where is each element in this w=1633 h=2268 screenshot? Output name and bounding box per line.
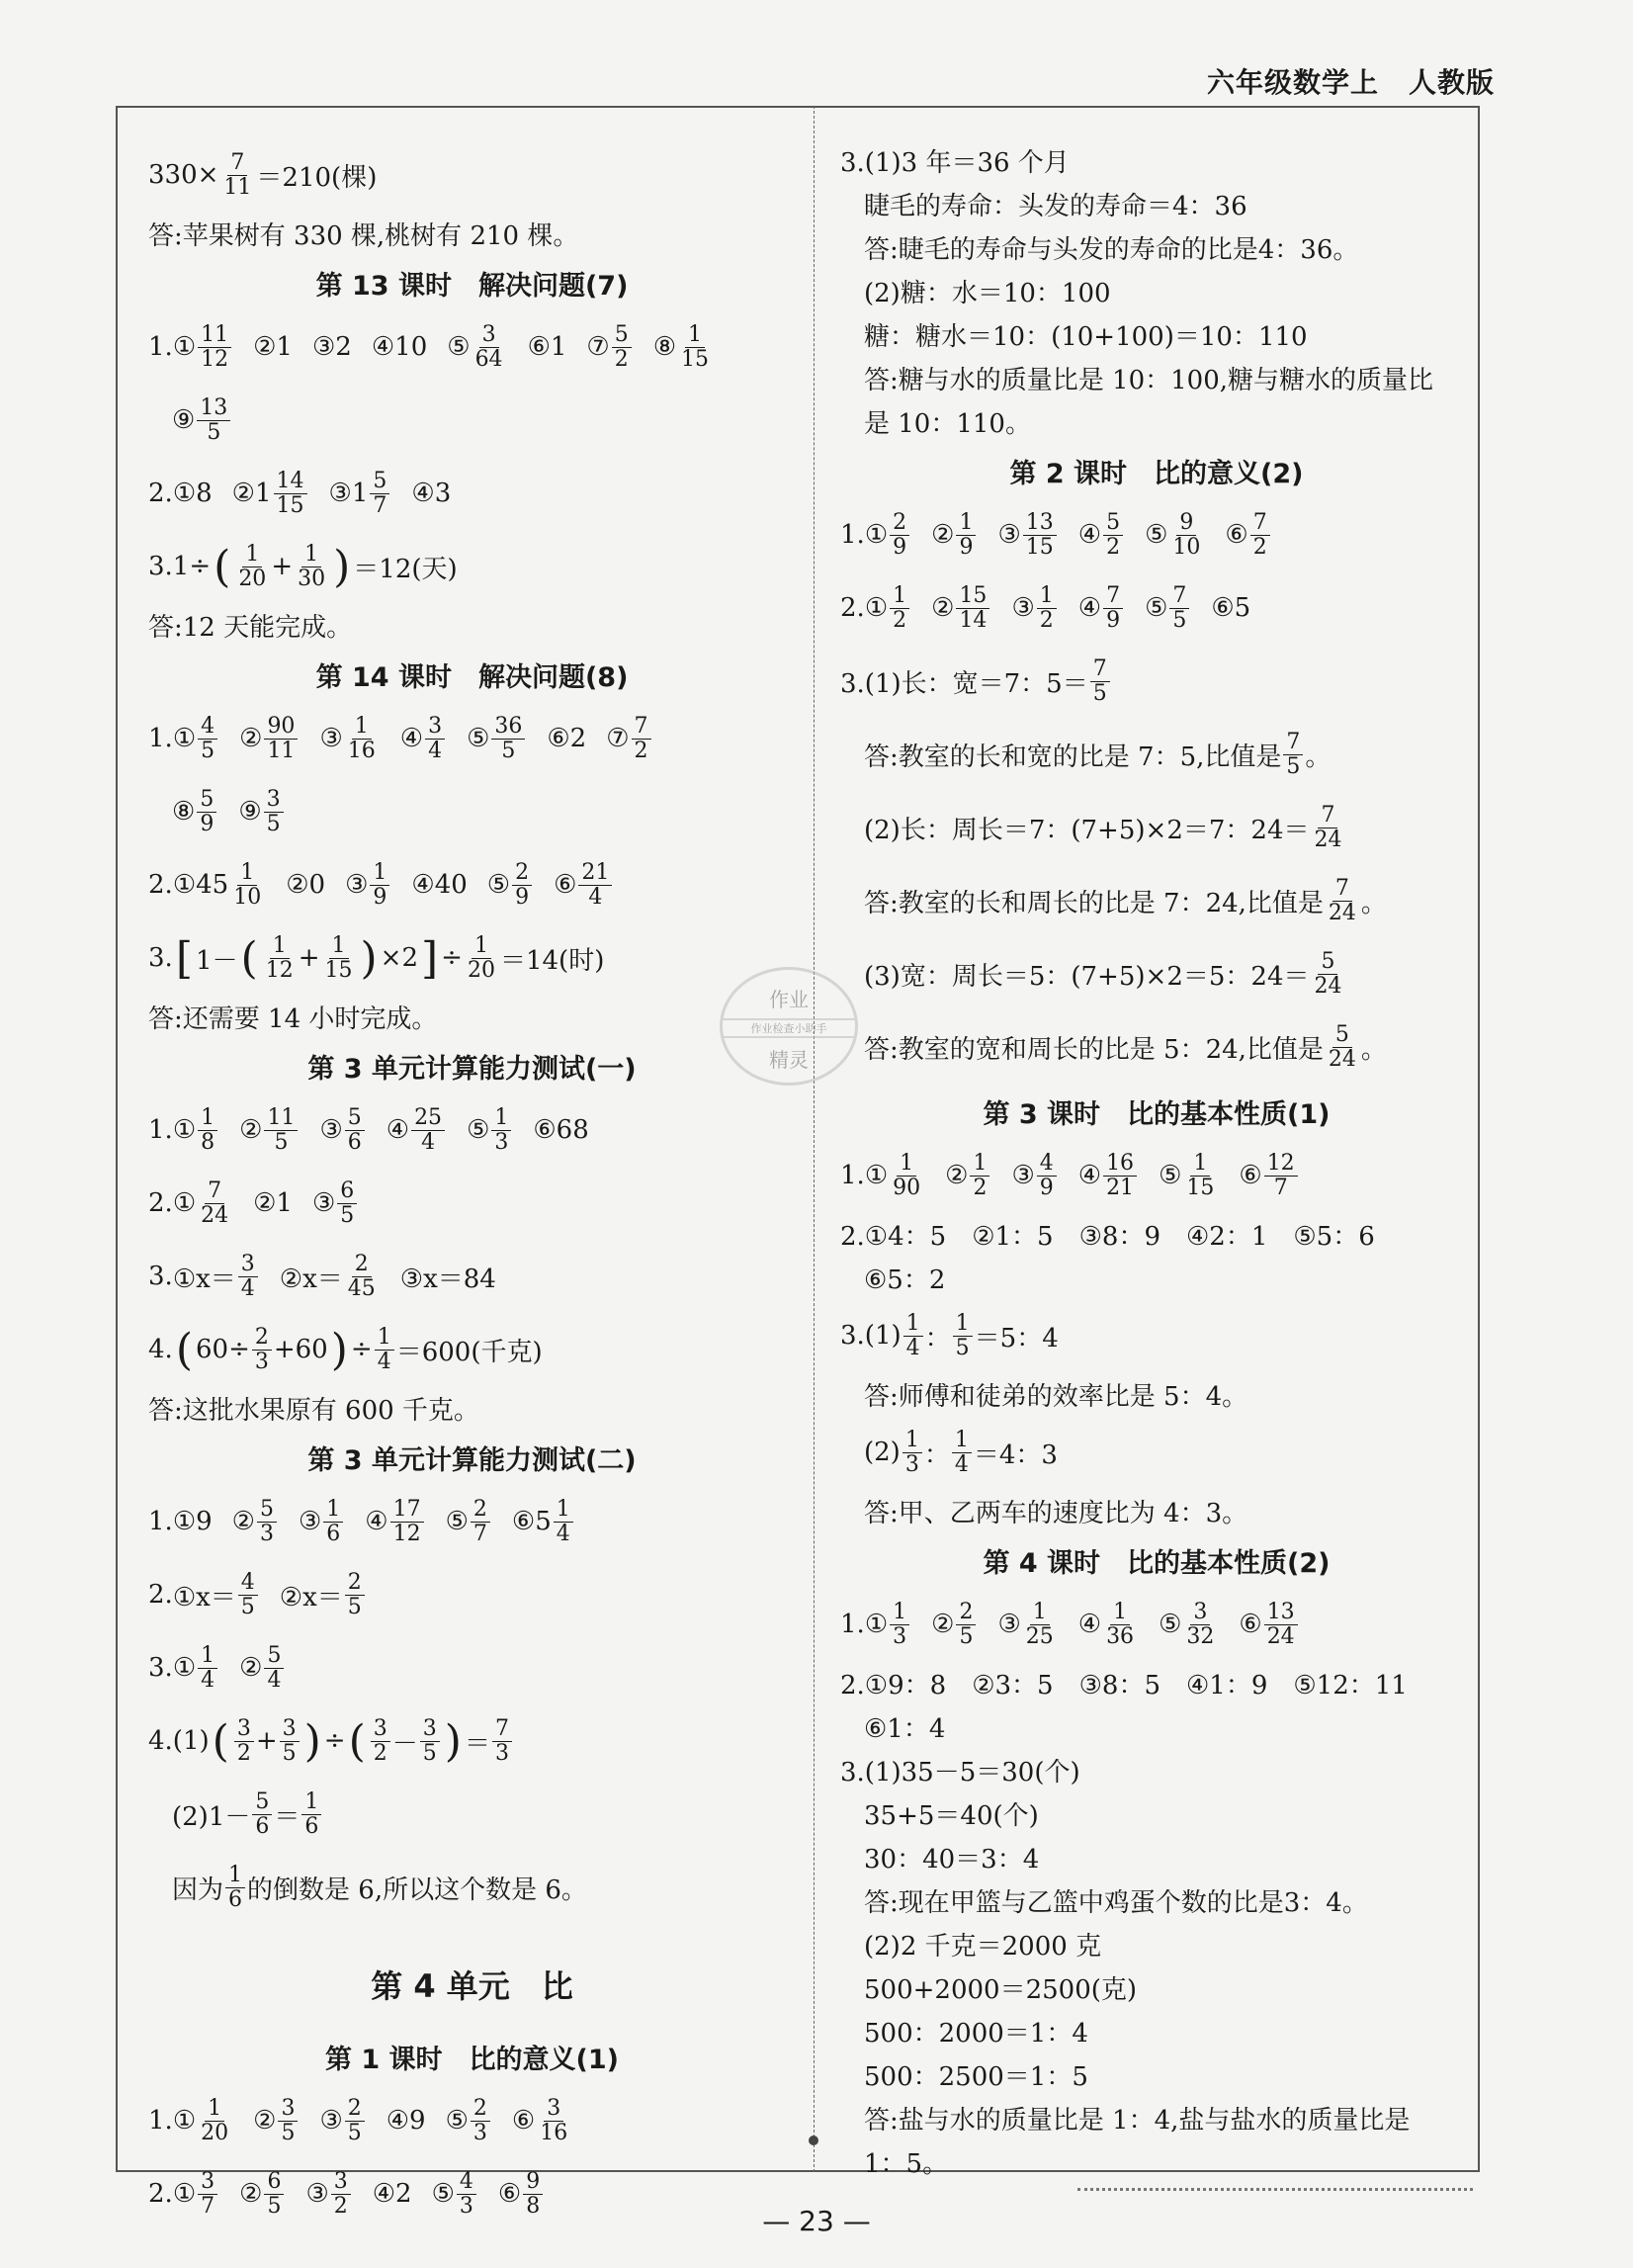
answer-line: 答:糖与水的质量比是 10：100,糖与糖水的质量比 <box>864 365 1433 395</box>
answer-line: 30：40＝3：4 <box>864 1844 1040 1875</box>
section-title: 第 13 课时 解决问题(7) <box>315 270 629 302</box>
answer-line: 2. ① $\frac{7}{24}$ ②1 ③ $\frac{6}{5}$ <box>148 1167 796 1240</box>
answer-line: 1：5。 <box>864 2148 949 2179</box>
answer-line: 3. ①x＝ $\frac{3}{4}$ ②x＝ $\frac{2}{45}$ ③x＝84 <box>148 1252 496 1301</box>
section-title: 第 14 课时 解决问题(8) <box>315 661 629 693</box>
answer-line: 答:教室的宽和周长的比是 5：24,比值是 $\frac{5}{24}$ 。 <box>864 1022 1387 1072</box>
column-divider <box>814 106 815 2172</box>
answer-line: 1. ① $\frac{2}{9}$ ② $\frac{1}{9}$ ③ $\frac{13}{15}$ ④ $\frac{5}{2}$ ⑤ $\frac{9}{10}$ ⑥ $\frac{7}{2}$ <box>840 498 1473 571</box>
watermark-stamp: 作业 作业检查小助手 精灵 <box>720 967 858 1086</box>
answer-line: 1. ① $\frac{1}{90}$ ② $\frac{1}{2}$ ③ $\frac{4}{9}$ ④ $\frac{16}{21}$ ⑤ $\frac{1}{15}$ ⑥ $\frac{12}{7}$ <box>840 1139 1473 1212</box>
right-column <box>840 138 1473 2183</box>
answer-line: (3)宽：周长＝5：(7+5)×2＝5：24＝ $\frac{5}{24}$ <box>864 949 1342 999</box>
answer-line: 答:盐与水的质量比是 1：4,盐与盐水的质量比是 <box>864 2105 1411 2136</box>
answer-line: 1. ① $\frac{4}{5}$ ② $\frac{90}{11}$ ③ $\frac{1}{16}$ ④ $\frac{3}{4}$ ⑤ $\frac{36}{5}$ ⑥2 ⑦ $\frac{7}{2}$ <box>148 702 796 775</box>
answer-line: 1. ① $\frac{1}{20}$ ② $\frac{3}{5}$ ③ $\frac{2}{5}$ ④9 ⑤ $\frac{2}{3}$ ⑥ $\frac{3}{16}$ <box>148 2096 568 2145</box>
answer-line: (2)长：周长＝7：(7+5)×2＝7：24＝ $\frac{7}{24}$ <box>864 803 1342 852</box>
answer-line: 答:这批水果原有 600 千克。 <box>148 1395 479 1426</box>
page-header <box>1177 61 1495 101</box>
answer-line: 4.(1) ( $\frac{3}{2}$ + $\frac{3}{5}$ ) ÷ ( $\frac{3}{2}$ － $\frac{3}{5}$ ) ＝ $\frac{7}{3}$ <box>148 1704 796 1778</box>
section-title: 第 1 课时 比的意义(1) <box>324 2044 620 2075</box>
answer-line: (2)2 千克＝2000 克 <box>864 1931 1102 1962</box>
answer-line: 2. ①8 ②1 $\frac{14}{15}$ ③1 $\frac{5}{7}$ ④3 <box>148 469 452 518</box>
answer-line: 2.①9：8 ②3：5 ③8：5 ④1：9 ⑤12：11 <box>840 1670 1408 1701</box>
answer-line: 答:现在甲篮与乙篮中鸡蛋个数的比是3：4。 <box>864 1887 1368 1918</box>
answer-line: 2. ① $\frac{1}{2}$ ② $\frac{15}{14}$ ③ $\frac{1}{2}$ ④ $\frac{7}{9}$ ⑤ $\frac{7}{5}$ ⑥5 <box>840 583 1251 633</box>
answer-line: 3.1÷ ( $\frac{1}{20}$ + $\frac{1}{30}$ ) ＝12(天) <box>148 541 458 592</box>
answer-line: ⑨ $\frac{13}{5}$ <box>148 384 796 457</box>
answer-line: 答:教室的长和宽的比是 7：5,比值是 $\frac{7}{5}$ 。 <box>864 730 1332 779</box>
answer-line: 答:睫毛的寿命与头发的寿命的比是4：36。 <box>864 234 1359 265</box>
answer-line: ⑥5：2 <box>864 1265 946 1295</box>
section-title: 第 2 课时 比的意义(2) <box>1009 458 1304 489</box>
answer-line: 330× $\frac{7}{11}$ ＝210(棵) <box>148 150 378 200</box>
answer-line: 答:师傅和徒弟的效率比是 5：4。 <box>864 1381 1248 1412</box>
answer-line: 2. ①45 $\frac{1}{10}$ ②0 ③ $\frac{1}{9}$ ④40 ⑤ $\frac{2}{9}$ ⑥ $\frac{21}{4}$ <box>148 848 796 921</box>
unit-title: 第 4 单元 比 <box>371 1967 573 2005</box>
answer-line: (2)1－ $\frac{5}{6}$ ＝ $\frac{1}{6}$ <box>148 1778 796 1851</box>
answer-line: 答:还需要 14 小时完成。 <box>148 1003 438 1034</box>
answer-line: 答:苹果树有 330 棵,桃树有 210 棵。 <box>148 220 579 251</box>
answer-line: 是 10：110。 <box>864 408 1031 439</box>
answer-line: (2) $\frac{1}{3}$ ： $\frac{1}{4}$ ＝4：3 <box>864 1428 1058 1477</box>
answer-line: 500+2000＝2500(克) <box>864 1974 1138 2005</box>
answer-line: 500：2500＝1：5 <box>864 2061 1088 2092</box>
answer-line: 答:教室的长和周长的比是 7：24,比值是 $\frac{7}{24}$ 。 <box>864 876 1387 925</box>
answer-line: 3.(1)长：宽＝7：5＝ $\frac{7}{5}$ <box>840 645 1473 718</box>
answer-line: ⑥1：4 <box>864 1713 946 1744</box>
answer-line: 35+5＝40(个) <box>864 1800 1039 1831</box>
section-title: 第 3 单元计算能力测试(二) <box>307 1444 637 1476</box>
section-title: 第 3 课时 比的基本性质(1) <box>983 1098 1331 1130</box>
page-number: — 23 — <box>762 2205 871 2237</box>
section-title: 第 3 单元计算能力测试(一) <box>307 1053 637 1085</box>
answer-line: 2. ① $\frac{3}{7}$ ② $\frac{6}{5}$ ③ $\frac{3}{2}$ ④2 ⑤ $\frac{4}{3}$ ⑥ $\frac{9}{8}$ <box>148 2157 796 2230</box>
answer-line: 3.(1) $\frac{1}{4}$ ： $\frac{1}{5}$ ＝5：4 <box>840 1311 1059 1360</box>
answer-line: 睫毛的寿命：头发的寿命＝4：36 <box>864 191 1247 221</box>
answer-line: 3.(1)35－5＝30(个) <box>840 1757 1080 1788</box>
divider-dot <box>809 2136 818 2145</box>
answer-line: 1. ① $\frac{11}{12}$ ②1 ③2 ④10 ⑤ $\frac{3}{64}$ ⑥1 ⑦ $\frac{5}{2}$ ⑧ $\frac{1}{15}$ <box>148 322 710 372</box>
answer-line: 500：2000＝1：4 <box>864 2018 1088 2049</box>
answer-line: 2.①4：5 ②1：5 ③8：9 ④2：1 ⑤5：6 <box>840 1221 1375 1252</box>
answer-line: 因为 $\frac{1}{6}$ 的倒数是 6,所以这个数是 6。 <box>172 1863 587 1912</box>
answer-line: ⑧ $\frac{5}{9}$ ⑨ $\frac{3}{5}$ <box>148 775 796 848</box>
answer-line: 2. ①x＝ $\frac{4}{5}$ ②x＝ $\frac{2}{5}$ <box>148 1558 796 1631</box>
section-title: 第 4 课时 比的基本性质(2) <box>983 1547 1331 1579</box>
answer-line: 答:甲、乙两车的速度比为 4：3。 <box>864 1498 1248 1528</box>
answer-line: 糖：糖水＝10：(10+100)＝10：110 <box>864 321 1308 352</box>
answer-line: 答:12 天能完成。 <box>148 612 353 643</box>
edition-label: 人教版 <box>1408 66 1495 99</box>
answer-line: 3.(1)3 年＝36 个月 <box>840 147 1070 178</box>
footer-dots <box>1077 2188 1473 2195</box>
answer-line: 1. ① $\frac{1}{3}$ ② $\frac{2}{5}$ ③ $\frac{1}{25}$ ④ $\frac{1}{36}$ ⑤ $\frac{3}{32}$ ⑥ $\frac{13}{24}$ <box>840 1588 1473 1661</box>
grade-label: 六年级数学上 <box>1206 66 1379 99</box>
answer-line: 3. ① $\frac{1}{4}$ ② $\frac{5}{4}$ <box>148 1631 796 1704</box>
left-column <box>148 138 796 2230</box>
answer-line: 3. [ 1－ ( $\frac{1}{12}$ + $\frac{1}{15}$ ) ×2 ] ÷ $\frac{1}{20}$ ＝14(时) <box>148 932 605 984</box>
answer-line: 4. ( 60÷ $\frac{2}{3}$ +60 ) ÷ $\frac{1}{4}$ ＝600(千克) <box>148 1324 543 1375</box>
answer-line: (2)糖：水＝10：100 <box>864 278 1111 308</box>
answer-line: 1. ① $\frac{1}{8}$ ② $\frac{11}{5}$ ③ $\frac{5}{6}$ ④ $\frac{25}{4}$ ⑤ $\frac{1}{3}$ ⑥68 <box>148 1105 589 1155</box>
answer-line: 1. ①9 ② $\frac{5}{3}$ ③ $\frac{1}{6}$ ④ $\frac{17}{12}$ ⑤ $\frac{2}{7}$ ⑥5 $\frac{1}{4}$ <box>148 1485 796 1558</box>
